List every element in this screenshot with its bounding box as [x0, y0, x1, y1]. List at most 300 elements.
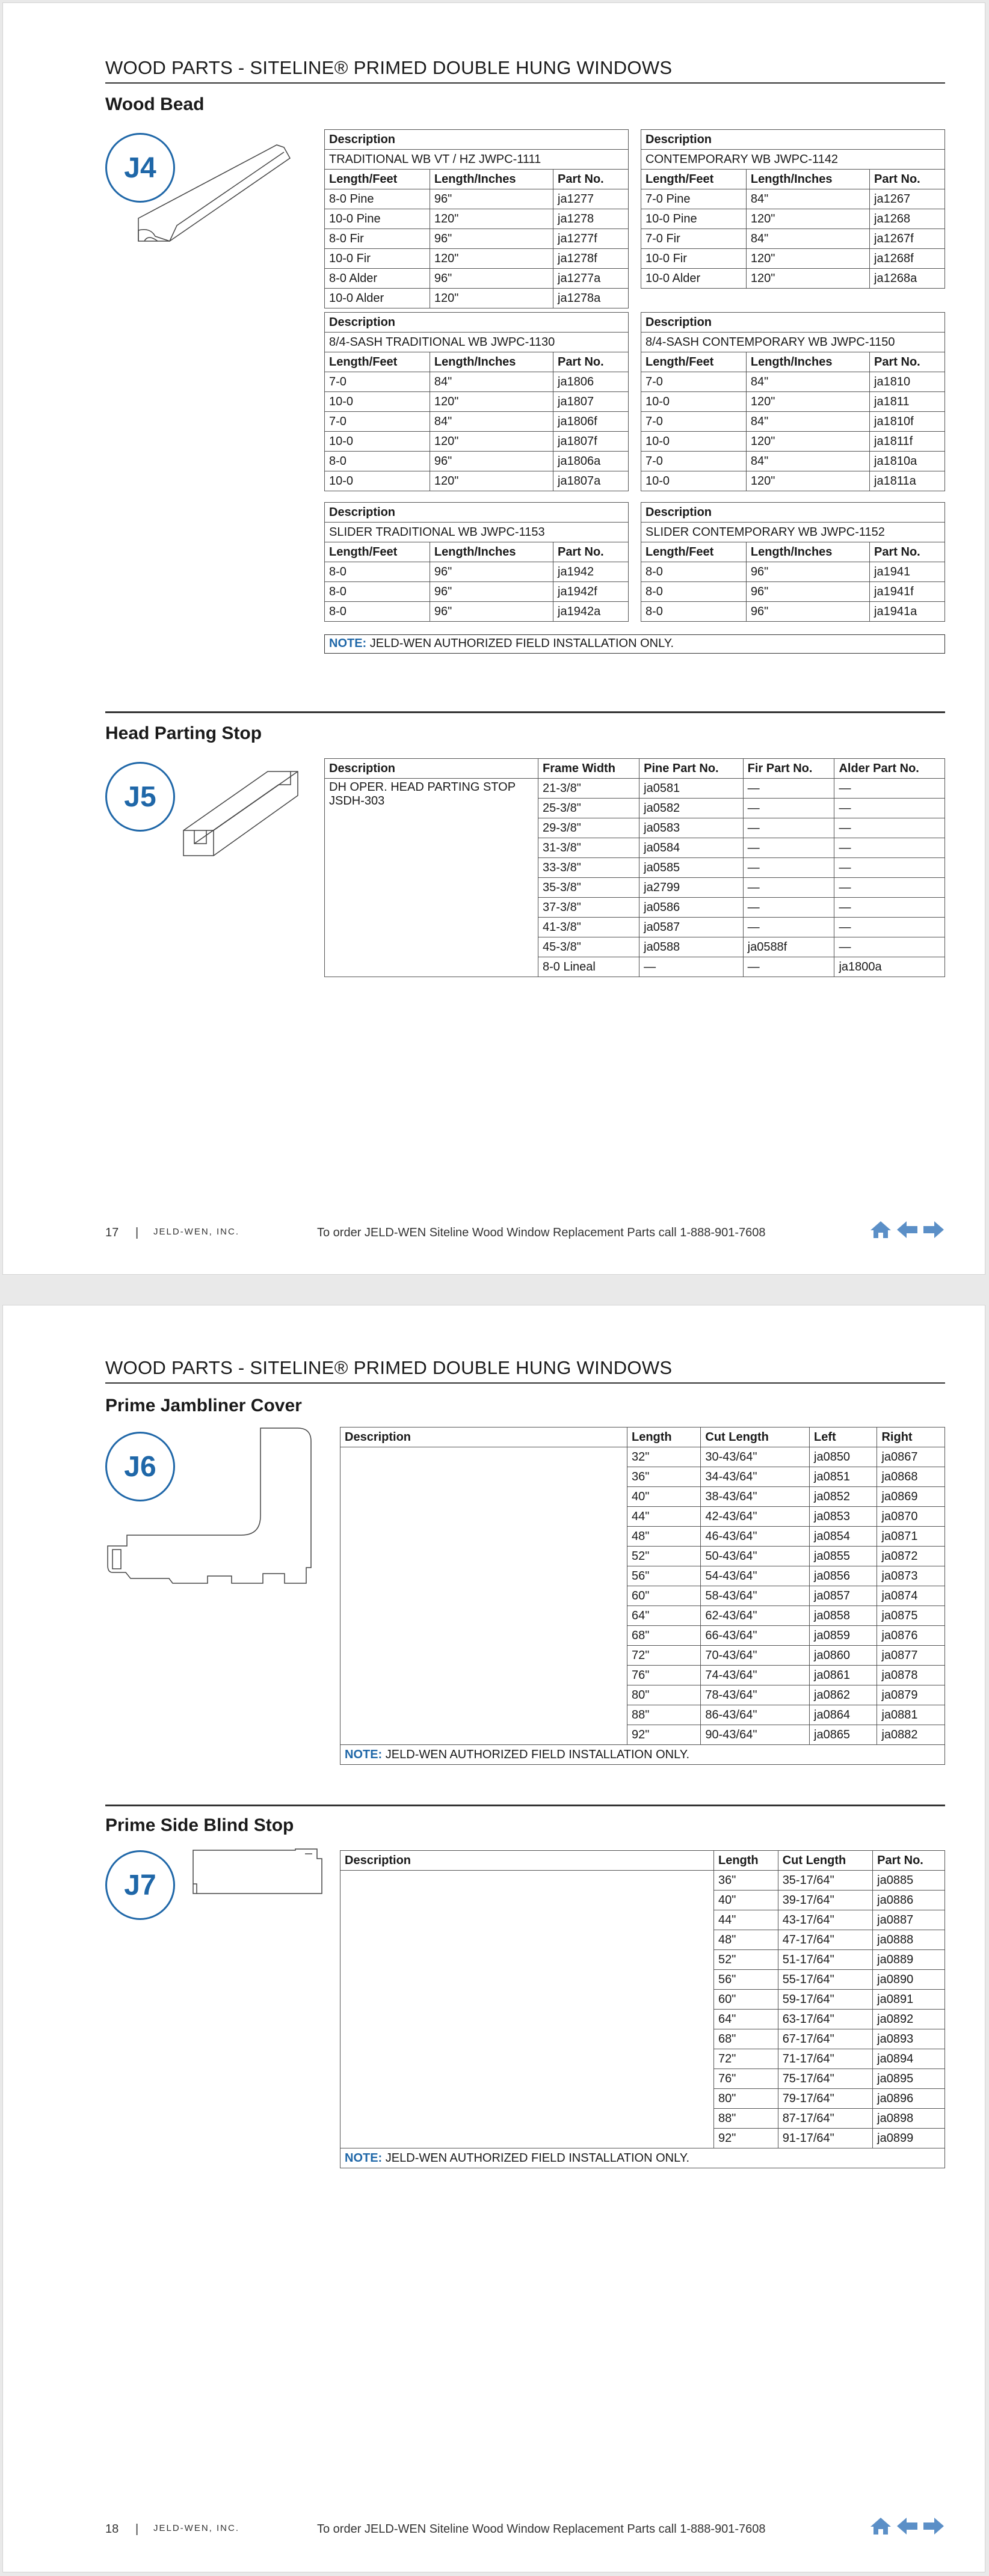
table-row — [325, 229, 629, 249]
table-cell: ja0583 — [639, 818, 744, 838]
note-row — [340, 2148, 945, 2168]
table-cell: ja0899 — [873, 2129, 945, 2148]
table-cell: 88" — [627, 1705, 701, 1725]
column-header: Description — [340, 1428, 627, 1447]
table-cell: 54-43/64" — [701, 1566, 810, 1586]
table-cell: 44" — [627, 1507, 701, 1527]
page-17 — [2, 2, 985, 1275]
table-row — [641, 372, 945, 392]
table-cell: 10-0 — [325, 392, 430, 412]
table-cell: ja0890 — [873, 1970, 945, 1990]
home-icon[interactable] — [869, 2516, 892, 2539]
table-cell: ja0876 — [877, 1626, 945, 1646]
table-cell: 56" — [714, 1970, 778, 1990]
page-number: 17 — [105, 1226, 119, 1239]
table-cell: — — [834, 878, 945, 898]
description-cell — [340, 1447, 627, 1745]
table-cell: ja0887 — [873, 1910, 945, 1930]
table-cell: ja0898 — [873, 2109, 945, 2129]
table-cell: 7-0 Pine — [641, 189, 747, 209]
column-header: Part No. — [553, 170, 629, 189]
table-cell: 25-3/8" — [538, 799, 639, 818]
table-cell: 96" — [430, 269, 553, 289]
table-cell: 38-43/64" — [701, 1487, 810, 1507]
table-cell: 92" — [627, 1725, 701, 1745]
table-header-row — [325, 542, 629, 562]
page-header — [105, 1357, 945, 1384]
table-cell: 84" — [746, 452, 869, 471]
table-cell: 96" — [430, 602, 553, 622]
table-cell: 8-0 — [641, 582, 747, 602]
table-cell: 35-3/8" — [538, 878, 639, 898]
table-cell: 51-17/64" — [778, 1950, 872, 1970]
page-title: WOOD PARTS - SITELINE® PRIMED DOUBLE HUNG WINDOWS — [105, 1357, 945, 1384]
table-cell: 90-43/64" — [701, 1725, 810, 1745]
table-cell: 52" — [714, 1950, 778, 1970]
column-header: Length — [627, 1428, 701, 1447]
table-cell: 80" — [627, 1685, 701, 1705]
table-cell: 43-17/64" — [778, 1910, 872, 1930]
table-cell: 70-43/64" — [701, 1646, 810, 1666]
table-row — [325, 313, 629, 333]
table-cell: 84" — [746, 372, 869, 392]
table-cell: ja0585 — [639, 858, 744, 878]
table-row — [325, 602, 629, 622]
table-cell: 64" — [714, 2010, 778, 2029]
table-cell: ja0889 — [873, 1950, 945, 1970]
table-cell: ja1806a — [553, 452, 629, 471]
table-row — [641, 471, 945, 491]
table-cell: ja1806f — [553, 412, 629, 432]
section-divider — [105, 1805, 945, 1806]
table-cell: ja1942f — [553, 582, 629, 602]
column-header: Part No. — [873, 1851, 945, 1871]
table-cell: ja0879 — [877, 1685, 945, 1705]
table-cell: ja0850 — [810, 1447, 877, 1467]
table-cell: — — [743, 878, 834, 898]
next-arrow-icon[interactable] — [922, 1220, 945, 1243]
table-header-row — [325, 170, 629, 189]
column-header: Part No. — [870, 542, 945, 562]
table-cell: 10-0 Pine — [325, 209, 430, 229]
column-header: Cut Length — [701, 1428, 810, 1447]
column-header: Part No. — [870, 352, 945, 372]
table-cell: 7-0 Fir — [641, 229, 747, 249]
table-row — [325, 289, 629, 308]
table-cell: 96" — [430, 189, 553, 209]
table-cell: — — [834, 818, 945, 838]
table-row — [325, 333, 629, 352]
table-cell: 96" — [746, 562, 869, 582]
table-row — [641, 130, 945, 150]
column-header: Length/Inches — [746, 170, 869, 189]
table-cell: 72" — [714, 2049, 778, 2069]
table-cell: ja2799 — [639, 878, 744, 898]
table-cell: 31-3/8" — [538, 838, 639, 858]
table-row — [641, 503, 945, 523]
section-title-prime-side-blind-stop: Prime Side Blind Stop — [105, 1815, 294, 1835]
description-cell: SLIDER CONTEMPORARY WB JWPC-1152 — [641, 523, 945, 542]
wood-bead-table — [324, 129, 629, 308]
table-cell: 96" — [430, 229, 553, 249]
table-row — [641, 582, 945, 602]
table-cell: ja0854 — [810, 1527, 877, 1547]
note-text: JELD-WEN AUTHORIZED FIELD INSTALLATION ONLY. — [369, 637, 674, 650]
table-row — [325, 150, 629, 170]
table-cell: 92" — [714, 2129, 778, 2148]
table-cell: 7-0 — [641, 452, 747, 471]
table-cell: ja0885 — [873, 1871, 945, 1891]
table-cell: ja0882 — [877, 1725, 945, 1745]
column-header: Length/Inches — [430, 542, 553, 562]
description-header: Description — [641, 503, 945, 523]
table-cell: 120" — [430, 471, 553, 491]
page-title: WOOD PARTS - SITELINE® PRIMED DOUBLE HUNG WINDOWS — [105, 57, 945, 84]
table-cell: 96" — [746, 602, 869, 622]
table-header-row — [325, 352, 629, 372]
table-cell: 10-0 — [641, 432, 747, 452]
description-cell: SLIDER TRADITIONAL WB JWPC-1153 — [325, 523, 629, 542]
table-cell: ja1811f — [870, 432, 945, 452]
table-cell: — — [743, 779, 834, 799]
footer-separator: | — [135, 1226, 139, 1239]
table-cell: ja0852 — [810, 1487, 877, 1507]
table-cell: 41-3/8" — [538, 918, 639, 937]
table-cell: ja0588 — [639, 937, 744, 957]
table-cell: 66-43/64" — [701, 1626, 810, 1646]
wood-bead-table — [641, 129, 945, 289]
description-header: Description — [325, 130, 629, 150]
table-cell: 10-0 — [641, 392, 747, 412]
column-header: Description — [325, 759, 538, 779]
order-info: To order JELD-WEN Siteline Wood Window Replacement Parts call 1-888-901-7608 — [317, 1226, 766, 1239]
table-cell: 120" — [430, 392, 553, 412]
table-cell: 60" — [627, 1586, 701, 1606]
column-header: Length/Inches — [430, 352, 553, 372]
table-cell: ja1810 — [870, 372, 945, 392]
table-row — [641, 249, 945, 269]
table-cell: — — [743, 858, 834, 878]
table-cell: ja0586 — [639, 898, 744, 918]
page-navigation — [869, 2516, 945, 2539]
table-cell: 120" — [746, 249, 869, 269]
table-cell: ja0893 — [873, 2029, 945, 2049]
table-cell: 47-17/64" — [778, 1930, 872, 1950]
column-header: Part No. — [870, 170, 945, 189]
column-header: Left — [810, 1428, 877, 1447]
side-blind-stop-table — [340, 1850, 945, 2168]
table-cell: 86-43/64" — [701, 1705, 810, 1725]
table-cell: ja0581 — [639, 779, 744, 799]
table-cell: 10-0 Fir — [325, 249, 430, 269]
column-header: Fir Part No. — [743, 759, 834, 779]
column-header: Length/Inches — [430, 170, 553, 189]
description-cell: 8/4-SASH CONTEMPORARY WB JWPC-1150 — [641, 333, 945, 352]
home-icon[interactable] — [869, 1220, 892, 1243]
table-cell: 8-0 Alder — [325, 269, 430, 289]
table-cell: 84" — [430, 372, 553, 392]
table-row — [641, 333, 945, 352]
table-cell: 120" — [746, 392, 869, 412]
table-cell: 75-17/64" — [778, 2069, 872, 2089]
section-title-wood-bead: Wood Bead — [105, 94, 205, 114]
table-cell: 76" — [627, 1666, 701, 1685]
table-cell: 21-3/8" — [538, 779, 639, 799]
table-cell: ja1278 — [553, 209, 629, 229]
column-header: Length — [714, 1851, 778, 1871]
table-cell: ja1278f — [553, 249, 629, 269]
wood-bead-table — [324, 502, 629, 622]
table-row — [325, 130, 629, 150]
page-navigation — [869, 1220, 945, 1243]
table-cell: ja0861 — [810, 1666, 877, 1685]
table-row — [641, 229, 945, 249]
column-header: Cut Length — [778, 1851, 872, 1871]
table-cell: — — [743, 838, 834, 858]
table-row — [325, 452, 629, 471]
table-cell: ja1806 — [553, 372, 629, 392]
table-row — [325, 392, 629, 412]
table-row — [325, 471, 629, 491]
column-header: Part No. — [553, 352, 629, 372]
table-cell: ja0873 — [877, 1566, 945, 1586]
table-row — [325, 209, 629, 229]
table-cell: 35-17/64" — [778, 1871, 872, 1891]
table-cell: — — [834, 937, 945, 957]
wood-bead-drawing — [126, 134, 298, 254]
table-cell: 7-0 — [641, 372, 747, 392]
page-18 — [2, 1305, 985, 2572]
description-cell: TRADITIONAL WB VT / HZ JWPC-1111 — [325, 150, 629, 170]
table-cell: ja0888 — [873, 1930, 945, 1950]
table-header-row — [340, 1428, 945, 1447]
table-cell: 52" — [627, 1547, 701, 1566]
note-cell — [340, 1745, 945, 1765]
table-cell: 71-17/64" — [778, 2049, 872, 2069]
description-cell — [340, 1871, 714, 2148]
column-header: Length/Feet — [325, 542, 430, 562]
table-cell: 32" — [627, 1447, 701, 1467]
table-cell: 120" — [430, 289, 553, 308]
table-cell: ja1941f — [870, 582, 945, 602]
table-cell: ja1268a — [870, 269, 945, 289]
table-cell: 67-17/64" — [778, 2029, 872, 2049]
table-cell: ja1268f — [870, 249, 945, 269]
table-cell: ja1807a — [553, 471, 629, 491]
table-cell: 36" — [627, 1467, 701, 1487]
table-cell: 7-0 — [641, 412, 747, 432]
table-row — [641, 412, 945, 432]
column-header: Length/Inches — [746, 542, 869, 562]
table-row — [325, 582, 629, 602]
table-cell: ja1800a — [834, 957, 945, 977]
table-cell: 8-0 Pine — [325, 189, 430, 209]
table-row — [325, 189, 629, 209]
note-text: JELD-WEN AUTHORIZED FIELD INSTALLATION ONLY. — [385, 1747, 690, 1761]
table-cell: 120" — [430, 249, 553, 269]
table-cell: 33-3/8" — [538, 858, 639, 878]
table-cell: ja0858 — [810, 1606, 877, 1626]
badge-j7: J7 — [105, 1850, 175, 1920]
table-row — [641, 209, 945, 229]
jambliner-cover-table — [340, 1427, 945, 1765]
table-row — [641, 562, 945, 582]
previous-arrow-icon[interactable] — [896, 1220, 919, 1243]
table-cell: 8-0 — [325, 602, 430, 622]
table-cell: ja0892 — [873, 2010, 945, 2029]
table-cell: ja1942a — [553, 602, 629, 622]
column-header: Right — [877, 1428, 945, 1447]
column-header: Part No. — [553, 542, 629, 562]
column-header: Length/Inches — [746, 352, 869, 372]
table-cell: 36" — [714, 1871, 778, 1891]
table-cell: 10-0 — [325, 471, 430, 491]
description-cell: CONTEMPORARY WB JWPC-1142 — [641, 150, 945, 170]
table-header-row — [641, 542, 945, 562]
table-cell: ja0869 — [877, 1487, 945, 1507]
previous-arrow-icon[interactable] — [896, 2516, 919, 2539]
table-cell: ja0886 — [873, 1891, 945, 1910]
table-row — [641, 523, 945, 542]
table-cell: 87-17/64" — [778, 2109, 872, 2129]
table-row — [641, 189, 945, 209]
table-cell: ja1278a — [553, 289, 629, 308]
table-cell: 84" — [746, 229, 869, 249]
table-cell: ja0891 — [873, 1990, 945, 2010]
description-line: JSDH-303 — [329, 794, 385, 808]
description-line: DH OPER. HEAD PARTING STOP — [329, 780, 516, 794]
jambliner-cover-drawing — [105, 1426, 322, 1696]
note-label: NOTE: — [345, 1747, 383, 1761]
table-row — [641, 150, 945, 170]
table-cell: 88" — [714, 2109, 778, 2129]
table-cell: 10-0 Fir — [641, 249, 747, 269]
table-cell: 74-43/64" — [701, 1666, 810, 1685]
table-cell: 76" — [714, 2069, 778, 2089]
description-header: Description — [641, 313, 945, 333]
table-cell: ja0872 — [877, 1547, 945, 1566]
section-title-prime-jambliner-cover: Prime Jambliner Cover — [105, 1396, 302, 1415]
table-cell: 10-0 Alder — [325, 289, 430, 308]
table-cell: 34-43/64" — [701, 1467, 810, 1487]
table-cell: ja1807 — [553, 392, 629, 412]
note-label: NOTE: — [329, 637, 367, 650]
table-cell: 44" — [714, 1910, 778, 1930]
table-cell: 39-17/64" — [778, 1891, 872, 1910]
table-cell: ja0878 — [877, 1666, 945, 1685]
table-cell: 60" — [714, 1990, 778, 2010]
table-cell: 68" — [627, 1626, 701, 1646]
table-cell: 72" — [627, 1646, 701, 1666]
table-row — [325, 412, 629, 432]
table-cell: 45-3/8" — [538, 937, 639, 957]
table-cell: ja1268 — [870, 209, 945, 229]
table-cell: 7-0 — [325, 412, 430, 432]
section-divider — [105, 711, 945, 713]
description-header: Description — [325, 313, 629, 333]
note-text: JELD-WEN AUTHORIZED FIELD INSTALLATION ONLY. — [385, 2151, 690, 2165]
table-cell: 63-17/64" — [778, 2010, 872, 2029]
table-cell: 91-17/64" — [778, 2129, 872, 2148]
table-cell: — — [834, 858, 945, 878]
table-cell: 62-43/64" — [701, 1606, 810, 1626]
table-cell: — — [743, 918, 834, 937]
company-name: JELD-WEN, INC. — [153, 1227, 240, 1237]
table-cell: 59-17/64" — [778, 1990, 872, 2010]
table-cell: 10-0 — [325, 432, 430, 452]
table-cell: 84" — [430, 412, 553, 432]
table-cell: ja1811 — [870, 392, 945, 412]
table-row — [641, 432, 945, 452]
table-cell: ja1807f — [553, 432, 629, 452]
section-title-head-parting-stop: Head Parting Stop — [105, 723, 262, 743]
table-cell: 7-0 — [325, 372, 430, 392]
side-blind-stop-drawing — [189, 1847, 328, 1907]
table-cell: ja1277 — [553, 189, 629, 209]
table-cell: 78-43/64" — [701, 1685, 810, 1705]
table-row — [325, 523, 629, 542]
table-cell: 29-3/8" — [538, 818, 639, 838]
table-cell: ja0894 — [873, 2049, 945, 2069]
table-row — [325, 432, 629, 452]
table-cell: 56" — [627, 1566, 701, 1586]
table-row — [641, 392, 945, 412]
table-cell: ja0853 — [810, 1507, 877, 1527]
table-cell: ja0588f — [743, 937, 834, 957]
table-cell: — — [834, 918, 945, 937]
table-cell: 79-17/64" — [778, 2089, 872, 2109]
table-cell: ja0587 — [639, 918, 744, 937]
table-cell: 120" — [430, 432, 553, 452]
table-cell: 55-17/64" — [778, 1970, 872, 1990]
table-cell: 96" — [430, 452, 553, 471]
table-cell: ja0875 — [877, 1606, 945, 1626]
table-cell: ja1811a — [870, 471, 945, 491]
table-cell: ja0582 — [639, 799, 744, 818]
table-header-row — [340, 1851, 945, 1871]
table-cell: — — [743, 957, 834, 977]
table-cell: ja0895 — [873, 2069, 945, 2089]
table-row — [641, 602, 945, 622]
table-cell: ja0864 — [810, 1705, 877, 1725]
table-cell: ja0857 — [810, 1586, 877, 1606]
table-row — [641, 313, 945, 333]
table-cell: 120" — [746, 471, 869, 491]
badge-j4: J4 — [105, 133, 175, 203]
table-cell: 10-0 Pine — [641, 209, 747, 229]
table-cell: ja1810f — [870, 412, 945, 432]
table-cell: 8-0 — [325, 562, 430, 582]
table-cell: ja1941a — [870, 602, 945, 622]
table-cell: 30-43/64" — [701, 1447, 810, 1467]
table-cell: ja0584 — [639, 838, 744, 858]
wood-bead-table — [641, 312, 945, 491]
table-cell: — — [834, 898, 945, 918]
next-arrow-icon[interactable] — [922, 2516, 945, 2539]
table-cell: 8-0 — [325, 582, 430, 602]
table-cell: ja1942 — [553, 562, 629, 582]
table-cell: 96" — [430, 582, 553, 602]
description-cell: 8/4-SASH TRADITIONAL WB JWPC-1130 — [325, 333, 629, 352]
table-row — [641, 452, 945, 471]
description-header: Description — [325, 503, 629, 523]
column-header: Description — [340, 1851, 714, 1871]
table-cell: 37-3/8" — [538, 898, 639, 918]
table-cell: — — [834, 799, 945, 818]
table-cell: 120" — [746, 209, 869, 229]
table-cell: ja0859 — [810, 1626, 877, 1646]
table-cell: 120" — [430, 209, 553, 229]
